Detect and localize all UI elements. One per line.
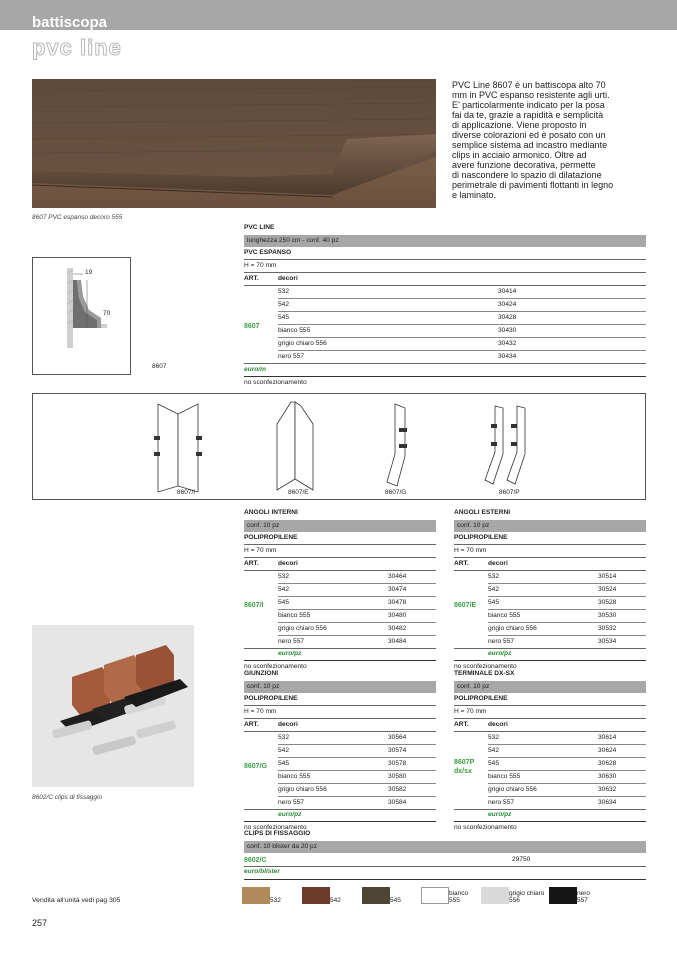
note: no sconfezionamento [244,663,307,670]
skirting-photo [32,79,436,208]
table-row: 542 [278,301,290,308]
table-row-code: 30624 [598,747,617,754]
table-row-code: 30428 [498,314,517,321]
col-art: ART. [244,721,259,728]
table-conf: conf. 10 blister da 20 pz [244,841,646,853]
table-giunzioni [244,668,436,830]
table-terminale [454,668,646,830]
table-row-code: 30530 [598,612,617,619]
table-row-code: 30534 [598,638,617,645]
table-row-code: 30432 [498,340,517,347]
table-title: CLIPS DI FISSAGGIO [244,830,311,837]
art-code: 8607 [244,323,260,330]
swatch-label: 545 [390,897,401,904]
art-code: 8607/E [454,602,477,609]
table-height: H = 70 mm [244,708,277,715]
product-line-title: pvc line [32,35,122,60]
swatch-557 [549,887,577,904]
accessory-code: 8607/G [385,489,407,496]
table-row: grigio chiaro 556 [278,625,327,632]
table-row: grigio chiaro 556 [278,786,327,793]
unit-label: euro/pz [278,811,302,818]
table-row: bianco 555 [278,327,311,334]
inner-corner-drawing [154,404,202,492]
art-code: 8607P [454,759,475,766]
junction-drawing [387,404,407,486]
col-decori: decori [278,721,298,728]
table-title: GIUNZIONI [244,670,279,677]
accessories-drawings [32,393,646,500]
table-row: 532 [488,734,500,741]
accessory-code: 8607/P [499,489,520,496]
table-row-code: 30584 [388,799,407,806]
table-angoli-esterni [454,507,646,670]
table-row: nero 557 [488,799,515,806]
table-row-code: 30478 [388,599,407,606]
photo-caption: 8607 PVC espanso decoro 555 [32,214,123,221]
swatch-label-name: grigio chiaro [509,890,545,897]
table-row-code: 30480 [388,612,407,619]
art-code: 8607/G [244,763,267,770]
table-conf: conf. 10 pz [244,681,436,693]
table-row-code: 30414 [498,288,517,295]
table-row-code: 29750 [512,856,531,863]
table-row-code: 30482 [388,625,407,632]
col-decori: decori [278,275,298,282]
table-row: nero 557 [278,638,305,645]
table-title: PVC LINE [244,224,275,231]
table-row-code: 30474 [388,586,407,593]
table-material: POLIPROPILENE [454,534,508,541]
table-row-code: 30580 [388,773,407,780]
table-row: 545 [278,314,290,321]
note: no sconfezionamento [454,824,517,831]
table-row-code: 30484 [388,638,407,645]
table-row: 532 [278,734,290,741]
table-height: H = 70 mm [244,262,277,269]
table-row: nero 557 [488,638,515,645]
table-row-code: 30632 [598,786,617,793]
table-row: 545 [488,599,500,606]
unit-label: euro/pz [488,650,512,657]
dim-top-label: 19 [85,269,93,276]
swatch-545 [362,887,390,904]
table-row-code: 30628 [598,760,617,767]
product-description: PVC Line 8607 è un battiscopa alto 70 mm in PVC espanso resistente agli urti. E’ particolarmente indicato per la posa fai da te, grazie a rapidità e semplicità di applicazione. Viene proposto in diverse colorazioni ed è posato con un semplice sistema ad incastro mediante clips in acciaio armonico. Oltre ad avere funzione decorativa, permette di nascondere lo spazio di dilatazione perimetrale di pavimenti flottanti in legno e laminato. [452,80,614,200]
table-row: 545 [488,760,500,767]
table-title: ANGOLI ESTERNI [454,509,511,516]
table-conf: lunghezza 250 cm - conf. 40 pz [244,235,646,247]
table-title: TERMINALE DX-SX [454,670,515,677]
profile-drawing [32,257,131,375]
swatch-555 [421,887,449,904]
table-row: 542 [488,586,500,593]
main-price-table [244,222,646,392]
table-row: grigio chiaro 556 [488,625,537,632]
table-row: 542 [278,747,290,754]
profile-code: 8607 [152,363,167,370]
art-code: 8602/C [244,857,267,864]
table-row: 542 [488,747,500,754]
swatch-label: 532 [270,897,281,904]
table-row-code: 30574 [388,747,407,754]
page-number: 257 [32,918,48,928]
table-height: H = 70 mm [454,708,487,715]
swatch-label-name: nero [577,890,591,897]
category-title: battiscopa [32,14,108,31]
swatch-label: 557 [577,897,588,904]
table-angoli-interni [244,507,436,670]
swatch-label: 542 [330,897,341,904]
table-row: grigio chiaro 556 [278,340,327,347]
table-material: POLIPROPILENE [244,534,298,541]
unit-label: euro/m [244,366,266,373]
col-art: ART. [244,560,259,567]
accessory-code: 8607/I [177,489,196,496]
table-row: grigio chiaro 556 [488,786,537,793]
table-row-code: 30582 [388,786,407,793]
unit-label: euro/pz [278,650,302,657]
table-row-code: 30532 [598,625,617,632]
table-row: 532 [278,573,290,580]
table-row-code: 30630 [598,773,617,780]
table-clips [244,828,646,882]
table-row-code: 30514 [598,573,617,580]
table-row-code: 30528 [598,599,617,606]
art-code: 8607/I [244,602,264,609]
table-row: bianco 555 [278,773,311,780]
table-row: nero 557 [278,799,305,806]
table-material: POLIPROPILENE [454,695,508,702]
dim-side-label: 70 [103,310,111,317]
table-row: bianco 555 [278,612,311,619]
outer-corner-drawing [277,402,313,490]
note: no sconfezionamento [454,663,517,670]
table-row-code: 30614 [598,734,617,741]
col-decori: decori [488,721,508,728]
table-row: 542 [278,586,290,593]
table-row-code: 30524 [598,586,617,593]
table-height: H = 70 mm [454,547,487,554]
table-row-code: 30578 [388,760,407,767]
table-row: 545 [278,760,290,767]
table-row-code: 30464 [388,573,407,580]
swatch-556 [481,887,509,904]
table-height: H = 70 mm [244,547,277,554]
table-row: nero 557 [278,353,305,360]
unit-label: euro/pz [488,811,512,818]
note: no sconfezionamento [244,379,307,386]
table-row-code: 30564 [388,734,407,741]
table-conf: conf. 10 pz [244,520,436,532]
table-row-code: 30430 [498,327,517,334]
art-code-suffix: dx/sx [454,768,472,775]
table-material: POLIPROPILENE [244,695,298,702]
table-material: PVC ESPANSO [244,249,292,256]
table-row-code: 30434 [498,353,517,360]
accessory-code: 8607/E [288,489,309,496]
table-row-code: 30424 [498,301,517,308]
clips-caption: 8602/C clips di fissaggio [32,794,103,801]
swatch-label: 555 [449,897,460,904]
col-decori: decori [278,560,298,567]
col-decori: decori [488,560,508,567]
clips-photo [32,625,194,787]
swatch-542 [302,887,330,904]
table-conf: conf. 10 pz [454,681,646,693]
table-row-code: 30634 [598,799,617,806]
table-row: 532 [278,288,290,295]
table-row: bianco 555 [488,773,521,780]
table-conf: conf. 10 pz [454,520,646,532]
footer-note: Vendita all’unità vedi pag 305 [32,897,121,904]
table-row: 532 [488,573,500,580]
swatch-532 [242,887,270,904]
table-row: bianco 555 [488,612,521,619]
table-row: 545 [278,599,290,606]
col-art: ART. [454,560,469,567]
note: no sconfezionamento [244,824,307,831]
swatch-label-name: bianco [449,890,469,897]
col-art: ART. [454,721,469,728]
swatch-label: 556 [509,897,520,904]
unit-label: euro/blister [244,868,280,875]
end-pieces-drawing [485,406,525,484]
table-title: ANGOLI INTERNI [244,509,298,516]
col-art: ART. [244,275,259,282]
